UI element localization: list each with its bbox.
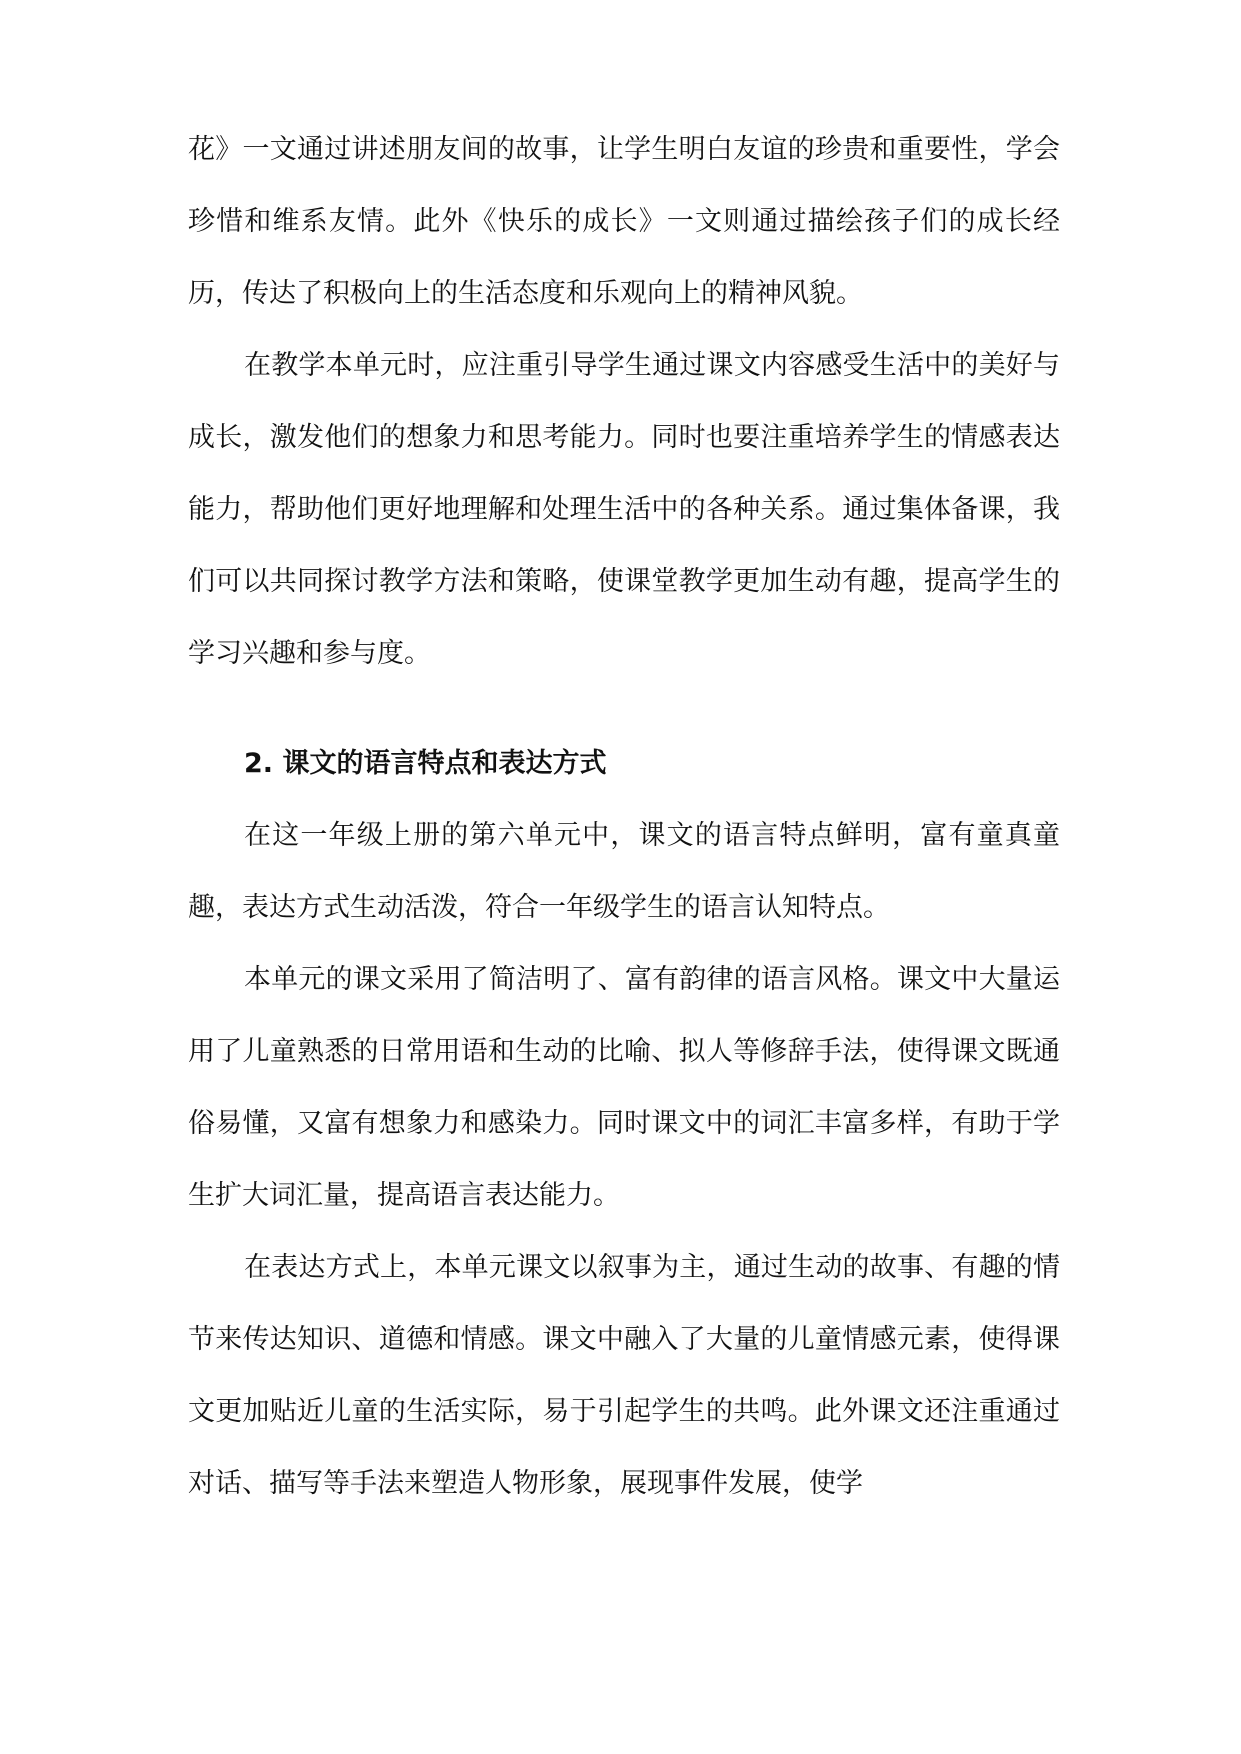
document-body	[188, 114, 1060, 1520]
paragraph-teaching-focus: 在教学本单元时，应注重引导学生通过课文内容感受生活中的美好与成长，激发他们的想象力和思考能力。同时也要注重培养学生的情感表达能力，帮助他们更好地理解和处理生活中的各种关系。通过集体备课，我们可以共同探讨教学方法和策略，使课堂教学更加生动有趣，提高学生的学习兴趣和参与度。	[188, 350, 1060, 669]
paragraph-language-style: 本单元的课文采用了简洁明了、富有韵律的语言风格。课文中大量运用了儿童熟悉的日常用语和生动的比喻、拟人等修辞手法，使得课文既通俗易懂，又富有想象力和感染力。同时课文中的词汇丰富多样，有助于学生扩大词汇量，提高语言表达能力。	[188, 964, 1060, 1211]
paragraph-expression-methods: 在表达方式上，本单元课文以叙事为主，通过生动的故事、有趣的情节来传达知识、道德和情感。课文中融入了大量的儿童情感元素，使得课文更加贴近儿童的生活实际，易于引起学生的共鸣。此外课文还注重通过对话、描写等手法来塑造人物形象，展现事件发展，使学	[188, 1252, 1060, 1499]
paragraph-language-overview: 在这一年级上册的第六单元中，课文的语言特点鲜明，富有童真童趣，表达方式生动活泼，符合一年级学生的语言认知特点。	[188, 820, 1060, 923]
paragraph-continuation: 花》一文通过讲述朋友间的故事，让学生明白友谊的珍贵和重要性，学会珍惜和维系友情。此外《快乐的成长》一文则通过描绘孩子们的成长经历，传达了积极向上的生活态度和乐观向上的精神风貌。	[188, 134, 1060, 309]
section-heading: 2. 课文的语言特点和表达方式	[244, 748, 607, 779]
